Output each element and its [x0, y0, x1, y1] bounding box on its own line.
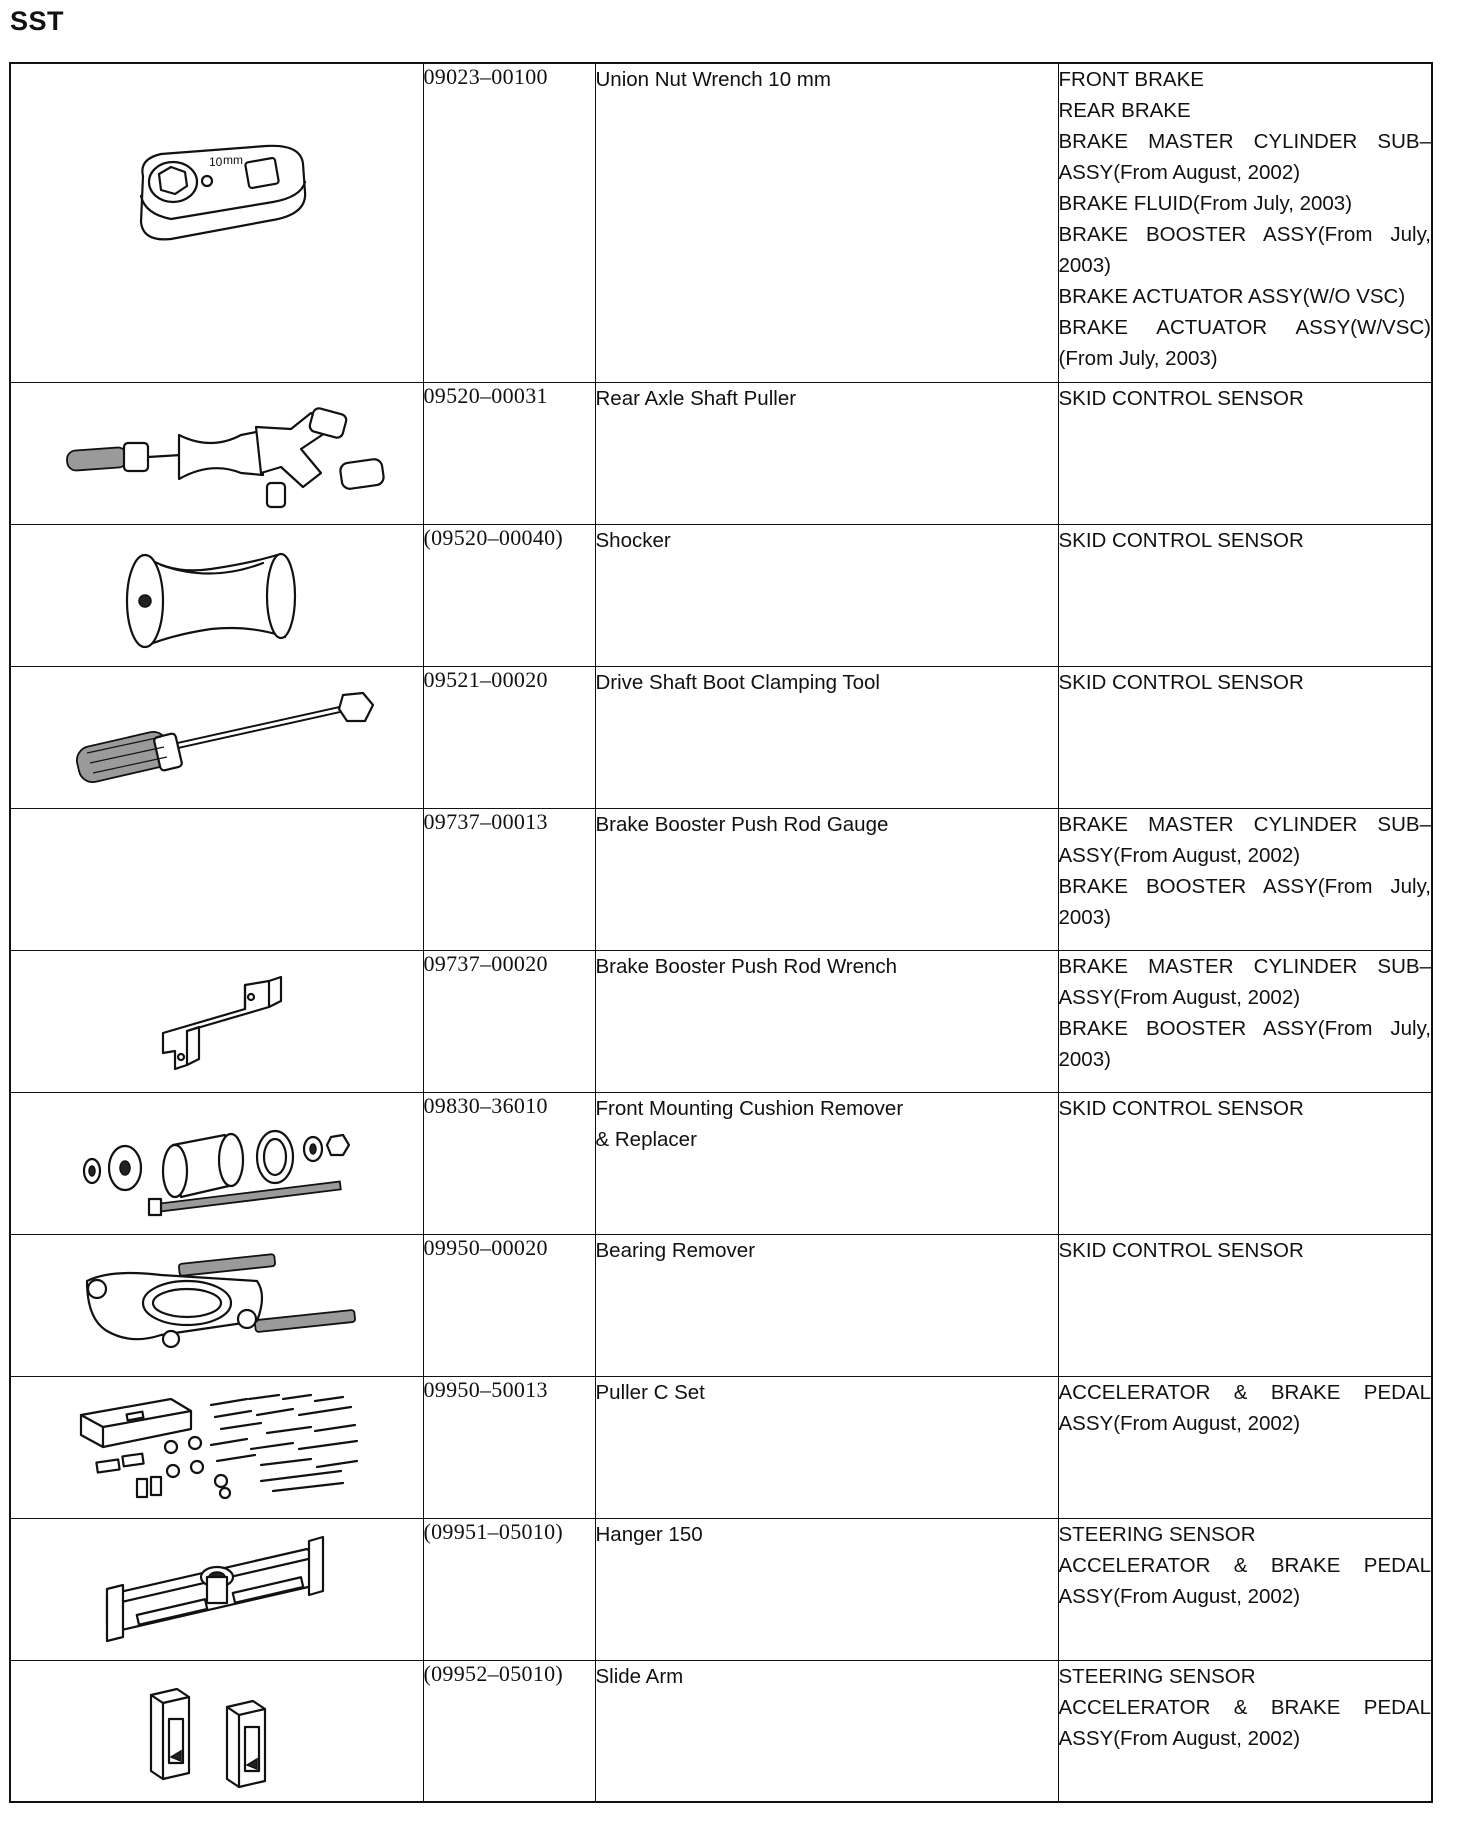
tool-name-line: & Replacer	[595, 1127, 697, 1151]
union-nut-wrench-icon	[11, 64, 424, 264]
usage-list	[1058, 1518, 1432, 1660]
usage-list	[1058, 808, 1432, 950]
usage-item: ACCELERATOR & BRAKE PEDAL ASSY(From August, 2002)	[1058, 1695, 1431, 1750]
usage-item: SKID CONTROL SENSOR	[1058, 670, 1304, 694]
tool-name-line: Drive Shaft Boot Clamping Tool	[595, 670, 880, 694]
table-row	[10, 1660, 1432, 1802]
cushion-remover-replacer-icon	[11, 1093, 424, 1235]
tool-name	[595, 524, 1058, 666]
usage-item: FRONT BRAKE	[1058, 68, 1204, 91]
tool-name	[595, 1234, 1058, 1376]
bearing-remover-icon	[11, 1235, 424, 1377]
sst-table	[9, 62, 1433, 1803]
tool-name-line: Brake Booster Push Rod Gauge	[595, 812, 889, 836]
table-row	[10, 1376, 1432, 1518]
illustration-cell	[10, 950, 423, 1092]
boot-clamping-tool-icon	[11, 667, 424, 809]
usage-item: STEERING SENSOR	[1058, 1664, 1256, 1688]
usage-item: REAR BRAKE	[1058, 99, 1191, 122]
slide-arm-icon	[11, 1661, 424, 1803]
usage-item: BRAKE BOOSTER ASSY(From July, 2003)	[1058, 223, 1431, 277]
usage-item: BRAKE ACTUATOR ASSY(W/O VSC)	[1058, 285, 1406, 308]
usage-list	[1058, 524, 1432, 666]
table-row	[10, 524, 1432, 666]
tool-name-line: Hanger 150	[595, 1522, 703, 1546]
usage-item: BRAKE BOOSTER ASSY(From July, 2003)	[1058, 874, 1431, 929]
part-number: (09952–05010)	[423, 1660, 595, 1802]
usage-list	[1058, 1092, 1432, 1234]
tool-name	[595, 63, 1058, 382]
table-row	[10, 382, 1432, 524]
usage-item: BRAKE MASTER CYLINDER SUB–ASSY(From August, 2002)	[1058, 812, 1431, 867]
tool-name-line: Shocker	[595, 528, 671, 552]
part-number: (09951–05010)	[423, 1518, 595, 1660]
usage-item: SKID CONTROL SENSOR	[1058, 528, 1304, 552]
illustration-cell	[10, 524, 423, 666]
illustration-cell	[10, 1660, 423, 1802]
tool-name	[595, 808, 1058, 950]
tool-name	[595, 1376, 1058, 1518]
usage-item: BRAKE MASTER CYLINDER SUB–ASSY(From August, 2002)	[1058, 954, 1431, 1009]
usage-list	[1058, 1660, 1432, 1802]
tool-name-line: Bearing Remover	[595, 1238, 756, 1262]
shocker-icon	[11, 525, 424, 667]
tool-name	[595, 950, 1058, 1092]
axle-shaft-puller-icon	[11, 383, 424, 525]
usage-list	[1058, 666, 1432, 808]
illustration-cell	[10, 1092, 423, 1234]
usage-item: SKID CONTROL SENSOR	[1058, 386, 1304, 410]
table-row	[10, 63, 1432, 382]
usage-item: ACCELERATOR & BRAKE PEDAL ASSY(From August, 2002)	[1058, 1380, 1431, 1435]
usage-item: SKID CONTROL SENSOR	[1058, 1238, 1304, 1262]
tool-name	[595, 1518, 1058, 1660]
usage-list	[1058, 950, 1432, 1092]
usage-item: BRAKE BOOSTER ASSY(From July, 2003)	[1058, 1016, 1431, 1071]
usage-list	[1058, 63, 1432, 382]
usage-list	[1058, 382, 1432, 524]
table-row	[10, 950, 1432, 1092]
part-number: 09950–00020	[423, 1234, 595, 1376]
part-number: 09737–00013	[423, 808, 595, 950]
part-number: 09950–50013	[423, 1376, 595, 1518]
tool-name	[595, 382, 1058, 524]
table-row	[10, 808, 1432, 950]
part-number: 09023–00100	[423, 63, 595, 382]
illustration-cell	[10, 808, 423, 950]
usage-item: ACCELERATOR & BRAKE PEDAL ASSY(From August, 2002)	[1058, 1553, 1431, 1608]
illustration-cell	[10, 1518, 423, 1660]
part-number: 09830–36010	[423, 1092, 595, 1234]
tool-name	[595, 666, 1058, 808]
tool-name	[595, 1660, 1058, 1802]
illustration-cell	[10, 666, 423, 808]
usage-list	[1058, 1234, 1432, 1376]
tool-name-line: Front Mounting Cushion Remover	[595, 1096, 904, 1120]
usage-item: BRAKE ACTUATOR ASSY(W/VSC)(From July, 2003)	[1058, 316, 1431, 370]
usage-item: BRAKE MASTER CYLINDER SUB–ASSY(From August, 2002)	[1058, 130, 1431, 184]
usage-item: BRAKE FLUID(From July, 2003)	[1058, 192, 1353, 215]
illustration-cell	[10, 1234, 423, 1376]
page-title: SST	[10, 6, 65, 36]
usage-item: SKID CONTROL SENSOR	[1058, 1096, 1304, 1120]
push-rod-wrench-icon	[11, 951, 424, 1093]
table-row	[10, 666, 1432, 808]
tool-name-line: Rear Axle Shaft Puller	[595, 386, 797, 410]
table-row	[10, 1092, 1432, 1234]
svg-text:mm: mm	[223, 153, 243, 167]
table-row	[10, 1518, 1432, 1660]
svg-text:10: 10	[209, 155, 223, 169]
tool-name-line: Slide Arm	[595, 1664, 684, 1688]
illustration-cell	[10, 63, 423, 382]
tool-name-line: Puller C Set	[595, 1380, 705, 1404]
usage-item: STEERING SENSOR	[1058, 1522, 1256, 1546]
tool-name	[595, 1092, 1058, 1234]
part-number: 09737–00020	[423, 950, 595, 1092]
illustration-cell	[10, 1376, 423, 1518]
table-row	[10, 1234, 1432, 1376]
part-number: 09521–00020	[423, 666, 595, 808]
tool-name-line: Brake Booster Push Rod Wrench	[595, 954, 898, 978]
usage-list	[1058, 1376, 1432, 1518]
tool-name-line: Union Nut Wrench 10 mm	[595, 68, 831, 91]
part-number: (09520–00040)	[423, 524, 595, 666]
puller-c-set-icon	[11, 1377, 424, 1519]
hanger-icon	[11, 1519, 424, 1661]
part-number: 09520–00031	[423, 382, 595, 524]
illustration-cell	[10, 382, 423, 524]
